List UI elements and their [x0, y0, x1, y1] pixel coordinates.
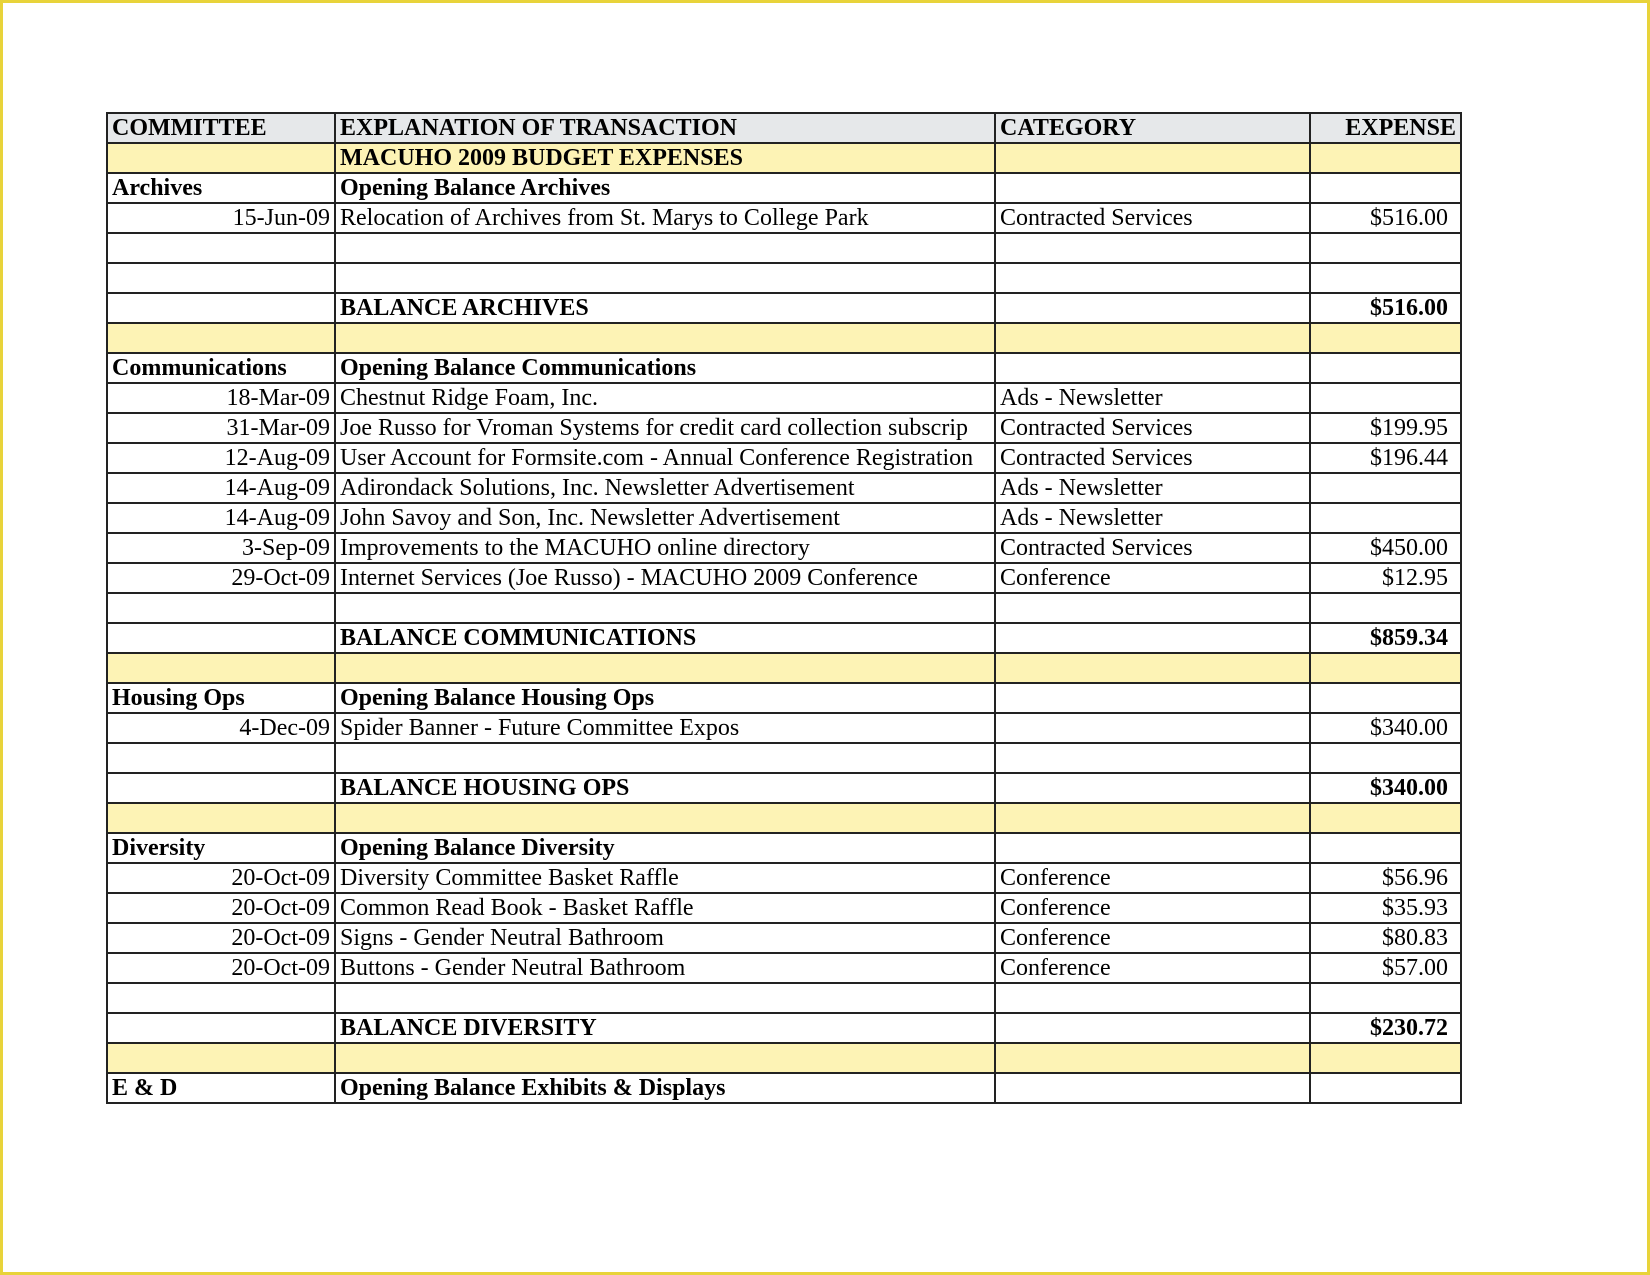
transaction-category — [995, 173, 1310, 203]
transaction-category — [995, 833, 1310, 863]
transaction-category: Ads - Newsletter — [995, 383, 1310, 413]
transaction-expense: $859.34 — [1310, 623, 1461, 653]
transaction-date: 31-Mar-09 — [107, 413, 335, 443]
transaction-explanation: Buttons - Gender Neutral Bathroom — [335, 953, 995, 983]
transaction-expense — [1310, 323, 1461, 353]
transaction-category — [995, 773, 1310, 803]
transaction-expense — [1310, 233, 1461, 263]
transaction-date: 14-Aug-09 — [107, 473, 335, 503]
opening-balance-row — [107, 173, 1461, 203]
committee-name: E & D — [107, 1073, 335, 1103]
transaction-category — [995, 683, 1310, 713]
transaction-row — [107, 473, 1461, 503]
transaction-expense — [1310, 1073, 1461, 1103]
budget-expenses-table — [106, 112, 1462, 1104]
balance-row — [107, 293, 1461, 323]
opening-balance-row — [107, 683, 1461, 713]
transaction-category — [995, 323, 1310, 353]
committee-name: Housing Ops — [107, 683, 335, 713]
budget-title-row — [107, 143, 1461, 173]
transaction-date: 18-Mar-09 — [107, 383, 335, 413]
transaction-explanation: Opening Balance Housing Ops — [335, 683, 995, 713]
title-row-committee-cell — [107, 143, 335, 173]
transaction-explanation: Diversity Committee Basket Raffle — [335, 863, 995, 893]
blank-row — [107, 593, 1461, 623]
transaction-expense — [1310, 173, 1461, 203]
blank-row — [107, 983, 1461, 1013]
transaction-date: 20-Oct-09 — [107, 863, 335, 893]
transaction-explanation: Opening Balance Archives — [335, 173, 995, 203]
committee-name — [107, 593, 335, 623]
header-expense: EXPENSE — [1310, 113, 1461, 143]
transaction-explanation — [335, 983, 995, 1013]
transaction-date: 29-Oct-09 — [107, 563, 335, 593]
transaction-expense — [1310, 593, 1461, 623]
budget-title: MACUHO 2009 BUDGET EXPENSES — [335, 143, 995, 173]
transaction-explanation: BALANCE COMMUNICATIONS — [335, 623, 995, 653]
balance-row — [107, 773, 1461, 803]
transaction-expense: $516.00 — [1310, 203, 1461, 233]
transaction-expense — [1310, 743, 1461, 773]
transaction-explanation: Opening Balance Exhibits & Displays — [335, 1073, 995, 1103]
spacer-row — [107, 323, 1461, 353]
transaction-category — [995, 713, 1310, 743]
transaction-category — [995, 1013, 1310, 1043]
opening-balance-row — [107, 1073, 1461, 1103]
transaction-expense: $80.83 — [1310, 923, 1461, 953]
transaction-expense — [1310, 503, 1461, 533]
transaction-expense — [1310, 983, 1461, 1013]
transaction-category — [995, 233, 1310, 263]
committee-name — [107, 1013, 335, 1043]
transaction-explanation: Chestnut Ridge Foam, Inc. — [335, 383, 995, 413]
committee-name — [107, 743, 335, 773]
transaction-explanation: BALANCE DIVERSITY — [335, 1013, 995, 1043]
transaction-date: 4-Dec-09 — [107, 713, 335, 743]
transaction-expense — [1310, 1043, 1461, 1073]
transaction-category: Contracted Services — [995, 533, 1310, 563]
transaction-date: 12-Aug-09 — [107, 443, 335, 473]
transaction-row — [107, 503, 1461, 533]
spacer-row — [107, 653, 1461, 683]
transaction-date: 20-Oct-09 — [107, 893, 335, 923]
transaction-date: 15-Jun-09 — [107, 203, 335, 233]
transaction-row — [107, 953, 1461, 983]
transaction-explanation — [335, 743, 995, 773]
transaction-row — [107, 923, 1461, 953]
transaction-category — [995, 983, 1310, 1013]
committee-name — [107, 233, 335, 263]
transaction-category: Contracted Services — [995, 413, 1310, 443]
committee-name — [107, 803, 335, 833]
transaction-explanation — [335, 653, 995, 683]
committee-name: Communications — [107, 353, 335, 383]
transaction-category — [995, 353, 1310, 383]
blank-row — [107, 743, 1461, 773]
transaction-row — [107, 383, 1461, 413]
transaction-explanation — [335, 593, 995, 623]
transaction-explanation: BALANCE ARCHIVES — [335, 293, 995, 323]
transaction-row — [107, 533, 1461, 563]
opening-balance-row — [107, 353, 1461, 383]
header-committee: COMMITTEE — [107, 113, 335, 143]
transaction-row — [107, 413, 1461, 443]
transaction-explanation: Opening Balance Diversity — [335, 833, 995, 863]
committee-name — [107, 323, 335, 353]
transaction-expense — [1310, 833, 1461, 863]
transaction-row — [107, 563, 1461, 593]
spacer-row — [107, 803, 1461, 833]
committee-name — [107, 773, 335, 803]
transaction-category: Conference — [995, 953, 1310, 983]
transaction-category — [995, 743, 1310, 773]
transaction-expense: $12.95 — [1310, 563, 1461, 593]
transaction-category — [995, 1073, 1310, 1103]
transaction-explanation: Adirondack Solutions, Inc. Newsletter Advertisement — [335, 473, 995, 503]
transaction-explanation — [335, 803, 995, 833]
transaction-date: 20-Oct-09 — [107, 953, 335, 983]
transaction-category: Ads - Newsletter — [995, 473, 1310, 503]
transaction-expense: $57.00 — [1310, 953, 1461, 983]
transaction-category: Ads - Newsletter — [995, 503, 1310, 533]
title-row-expense-cell — [1310, 143, 1461, 173]
committee-name — [107, 1043, 335, 1073]
transaction-category — [995, 653, 1310, 683]
transaction-explanation: BALANCE HOUSING OPS — [335, 773, 995, 803]
transaction-expense — [1310, 653, 1461, 683]
transaction-row — [107, 203, 1461, 233]
transaction-expense: $56.96 — [1310, 863, 1461, 893]
header-explanation: EXPLANATION OF TRANSACTION — [335, 113, 995, 143]
transaction-expense — [1310, 473, 1461, 503]
opening-balance-row — [107, 833, 1461, 863]
transaction-explanation: Common Read Book - Basket Raffle — [335, 893, 995, 923]
transaction-explanation — [335, 323, 995, 353]
transaction-explanation — [335, 1043, 995, 1073]
transaction-explanation: Relocation of Archives from St. Marys to College Park — [335, 203, 995, 233]
transaction-expense: $230.72 — [1310, 1013, 1461, 1043]
transaction-category — [995, 293, 1310, 323]
committee-name: Diversity — [107, 833, 335, 863]
transaction-explanation: Improvements to the MACUHO online directory — [335, 533, 995, 563]
transaction-expense — [1310, 803, 1461, 833]
transaction-explanation: Signs - Gender Neutral Bathroom — [335, 923, 995, 953]
transaction-category: Conference — [995, 863, 1310, 893]
transaction-date: 14-Aug-09 — [107, 503, 335, 533]
transaction-date: 20-Oct-09 — [107, 923, 335, 953]
transaction-row — [107, 713, 1461, 743]
transaction-row — [107, 863, 1461, 893]
committee-name — [107, 263, 335, 293]
transaction-expense: $516.00 — [1310, 293, 1461, 323]
spacer-row — [107, 1043, 1461, 1073]
committee-name: Archives — [107, 173, 335, 203]
transaction-date: 3-Sep-09 — [107, 533, 335, 563]
transaction-expense — [1310, 683, 1461, 713]
transaction-explanation: Joe Russo for Vroman Systems for credit card collection subscrip — [335, 413, 995, 443]
transaction-category: Conference — [995, 923, 1310, 953]
transaction-expense — [1310, 353, 1461, 383]
transaction-expense: $35.93 — [1310, 893, 1461, 923]
balance-row — [107, 1013, 1461, 1043]
committee-name — [107, 983, 335, 1013]
transaction-expense — [1310, 383, 1461, 413]
transaction-expense — [1310, 263, 1461, 293]
transaction-category — [995, 803, 1310, 833]
committee-name — [107, 293, 335, 323]
title-row-category-cell — [995, 143, 1310, 173]
table-header-row — [107, 113, 1461, 143]
transaction-explanation — [335, 263, 995, 293]
blank-row — [107, 263, 1461, 293]
transaction-explanation: Opening Balance Communications — [335, 353, 995, 383]
transaction-explanation: Spider Banner - Future Committee Expos — [335, 713, 995, 743]
transaction-category: Contracted Services — [995, 443, 1310, 473]
transaction-explanation: Internet Services (Joe Russo) - MACUHO 2009 Conference — [335, 563, 995, 593]
transaction-expense: $340.00 — [1310, 773, 1461, 803]
transaction-category — [995, 623, 1310, 653]
transaction-category: Conference — [995, 893, 1310, 923]
transaction-category — [995, 1043, 1310, 1073]
transaction-expense: $340.00 — [1310, 713, 1461, 743]
transaction-category — [995, 263, 1310, 293]
committee-name — [107, 623, 335, 653]
transaction-row — [107, 893, 1461, 923]
transaction-expense: $450.00 — [1310, 533, 1461, 563]
transaction-expense: $199.95 — [1310, 413, 1461, 443]
committee-name — [107, 653, 335, 683]
transaction-expense: $196.44 — [1310, 443, 1461, 473]
blank-row — [107, 233, 1461, 263]
transaction-category: Contracted Services — [995, 203, 1310, 233]
transaction-explanation: User Account for Formsite.com - Annual Conference Registration — [335, 443, 995, 473]
transaction-category — [995, 593, 1310, 623]
transaction-category: Conference — [995, 563, 1310, 593]
header-category: CATEGORY — [995, 113, 1310, 143]
transaction-explanation — [335, 233, 995, 263]
transaction-explanation: John Savoy and Son, Inc. Newsletter Advertisement — [335, 503, 995, 533]
transaction-row — [107, 443, 1461, 473]
balance-row — [107, 623, 1461, 653]
